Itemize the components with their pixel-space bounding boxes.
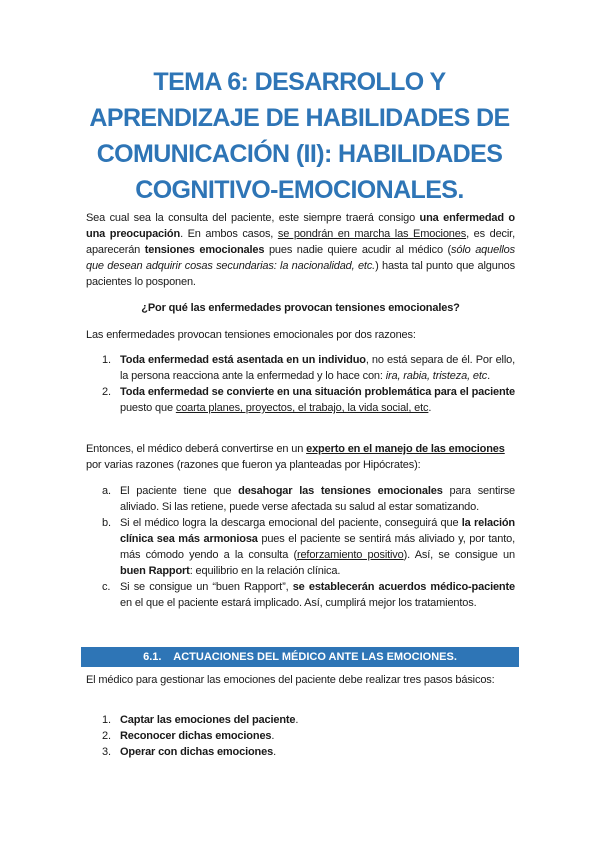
intro-paragraph: Sea cual sea la consulta del paciente, este siempre traerá consigo una enfermedad o una preocupación. En ambos casos, se pondrán en marcha las Emociones, es decir, aparecerán tensiones emocionales pues nadie quiere acudir al médico (sólo aquellos que desean adquirir cosas secundarias: la nacionalidad, etc.) hasta tal punto que algunos pacientes lo posponen. bbox=[86, 212, 515, 288]
title-line-3: COMUNICACIÓN (II): HABILIDADES bbox=[96, 140, 503, 168]
title-line-1: TEMA 6: DESARROLLO Y bbox=[153, 68, 446, 96]
list-item: 2. Reconocer dichas emociones. bbox=[102, 730, 275, 742]
razones-list bbox=[86, 483, 515, 611]
list-item: a. El paciente tiene que desahogar las tensiones emocionales para sentirse aliviado. Si las retiene, puede verse afectada su salud al estar somatizando. bbox=[102, 485, 516, 513]
pasos-intro: El médico para gestionar las emociones del paciente debe realizar tres pasos básicos: bbox=[86, 674, 495, 686]
pasos-list bbox=[86, 712, 515, 760]
section-title: ACTUACIONES DEL MÉDICO ANTE LAS EMOCIONES. bbox=[173, 651, 457, 663]
list-item: 1. Captar las emociones del paciente. bbox=[102, 714, 299, 726]
title-line-2: APRENDIZAJE DE HABILIDADES DE bbox=[89, 104, 510, 132]
section-heading-6-1 bbox=[81, 647, 519, 667]
medico-paragraph: Entonces, el médico deberá convertirse en un experto en el manejo de las emociones por varias razones (razones que fueron ya planteadas por Hipócrates): bbox=[86, 443, 505, 471]
question-heading: ¿Por qué las enfermedades provocan tensiones emocionales? bbox=[141, 302, 460, 314]
reasons-intro: Las enfermedades provocan tensiones emocionales por dos razones: bbox=[86, 329, 416, 341]
list-item: c. Si se consigue un “buen Rapport”, se establecerán acuerdos médico-paciente en el que el paciente estará implicado. Así, cumplirá mejor los tratamientos. bbox=[102, 581, 515, 609]
list-item: 3. Operar con dichas emociones. bbox=[102, 746, 276, 758]
page-title bbox=[60, 64, 539, 208]
title-line-4: COGNITIVO-EMOCIONALES. bbox=[135, 176, 464, 204]
list-item: b. Si el médico logra la descarga emocional del paciente, conseguirá que la relación clínica sea más armoniosa pues el paciente se sentirá más aliviado y, por tanto, más cómodo yendo a la consulta (reforzamiento positivo). Así, se consigue un buen Rapport: equilibrio en la relación clínica. bbox=[102, 517, 515, 577]
list-item: 2. Toda enfermedad se convierte en una situación problemática para el paciente puesto que coarta planes, proyectos, el trabajo, la vida social, etc. bbox=[102, 386, 515, 414]
list-item: 1. Toda enfermedad está asentada en un individuo, no está separa de él. Por ello, la persona reacciona ante la enfermedad y lo hace con: ira, rabia, tristeza, etc. bbox=[102, 354, 515, 382]
reasons-list bbox=[86, 352, 515, 416]
section-number: 6.1. bbox=[143, 651, 162, 663]
